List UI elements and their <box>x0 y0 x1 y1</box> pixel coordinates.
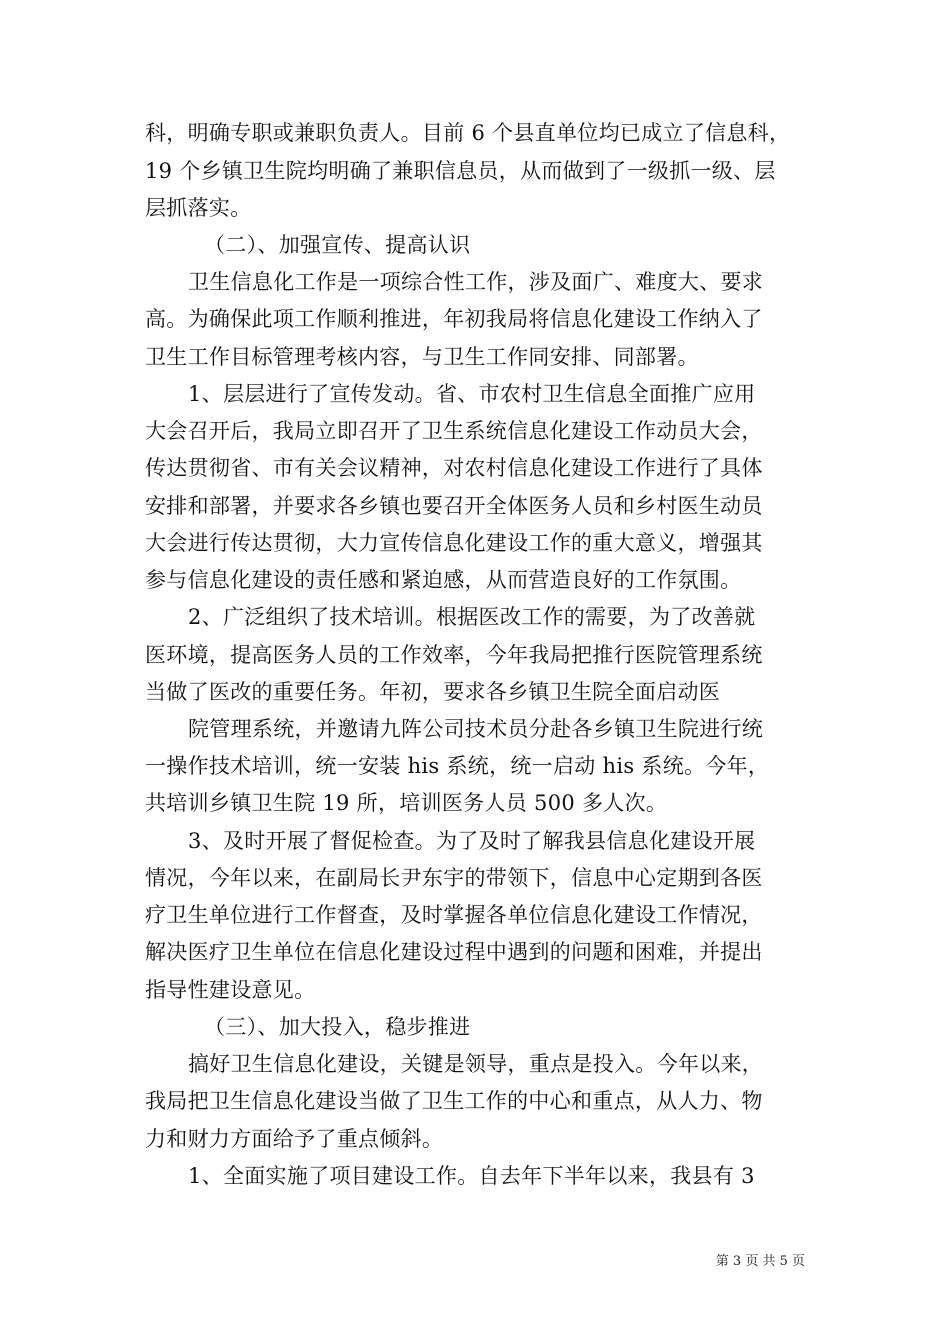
text-line: 科，明确专职或兼职负责人。目前 6 个县直单位均已成立了信息科， <box>145 121 791 145</box>
text-line: 参与信息化建设的责任感和紧迫感，从而营造良好的工作氛围。 <box>145 568 742 592</box>
text-line: 传达贯彻省、市有关会议精神，对农村信息化建设工作进行了具体 <box>145 456 763 480</box>
text-line: 安排和部署，并要求各乡镇也要召开全体医务人员和乡村医生动员 <box>145 494 763 518</box>
text-line: 疗卫生单位进行工作督查，及时掌握各单位信息化建设工作情况， <box>145 903 763 927</box>
text-line: 卫生信息化工作是一项综合性工作，涉及面广、难度大、要求 <box>188 270 764 294</box>
text-line: 我局把卫生信息化建设当做了卫生工作的中心和重点，从人力、物 <box>145 1089 763 1113</box>
text-line: 19 个乡镇卫生院均明确了兼职信息员，从而做到了一级抓一级、层 <box>145 159 776 183</box>
text-line: 医环境，提高医务人员的工作效率，今年我局把推行医院管理系统 <box>145 643 763 667</box>
text-line: 搞好卫生信息化建设，关键是领导，重点是投入。今年以来， <box>188 1052 764 1076</box>
text-line: 一操作技术培训，统一安装 his 系统，统一启动 his 系统。今年， <box>145 754 770 778</box>
text-line: 当做了医改的重要任务。年初，要求各乡镇卫生院全面启动医 <box>145 680 721 704</box>
text-line: 3、及时开展了督促检查。为了及时了解我县信息化建设开展 <box>188 829 756 853</box>
text-line: 高。为确保此项工作顺利推进，年初我局将信息化建设工作纳入了 <box>145 307 763 331</box>
text-line: 1、层层进行了宣传发动。省、市农村卫生信息全面推广应用 <box>188 382 756 406</box>
text-line: 院管理系统，并邀请九阵公司技术员分赴各乡镇卫生院进行统 <box>188 717 764 741</box>
text-line: 大会召开后，我局立即召开了卫生系统信息化建设工作动员大会， <box>145 419 763 443</box>
text-line: 指导性建设意见。 <box>145 978 316 1002</box>
text-line: 1、全面实施了项目建设工作。自去年下半年以来，我县有 3 <box>188 1164 755 1188</box>
page-number-footer: 第 3 页 共 5 页 <box>715 1254 805 1269</box>
section-heading: （三）、加大投入，稳步推进 <box>204 1015 471 1039</box>
text-line: 大会进行传达贯彻，大力宣传信息化建设工作的重大意义，增强其 <box>145 531 763 555</box>
text-line: 层抓落实。 <box>145 196 252 220</box>
text-line: 卫生工作目标管理考核内容，与卫生工作同安排、同部署。 <box>145 345 699 369</box>
text-line: 力和财力方面给予了重点倾斜。 <box>145 1127 444 1151</box>
text-line: 解决医疗卫生单位在信息化建设过程中遇到的问题和困难，并提出 <box>145 940 763 964</box>
section-heading: （二）、加强宣传、提高认识 <box>204 233 471 257</box>
text-line: 2、广泛组织了技术培训。根据医改工作的需要，为了改善就 <box>188 605 756 629</box>
text-line: 情况，今年以来，在副局长尹东宇的带领下，信息中心定期到各医 <box>145 866 763 890</box>
text-line: 共培训乡镇卫生院 19 所，培训医务人员 500 多人次。 <box>145 791 668 815</box>
